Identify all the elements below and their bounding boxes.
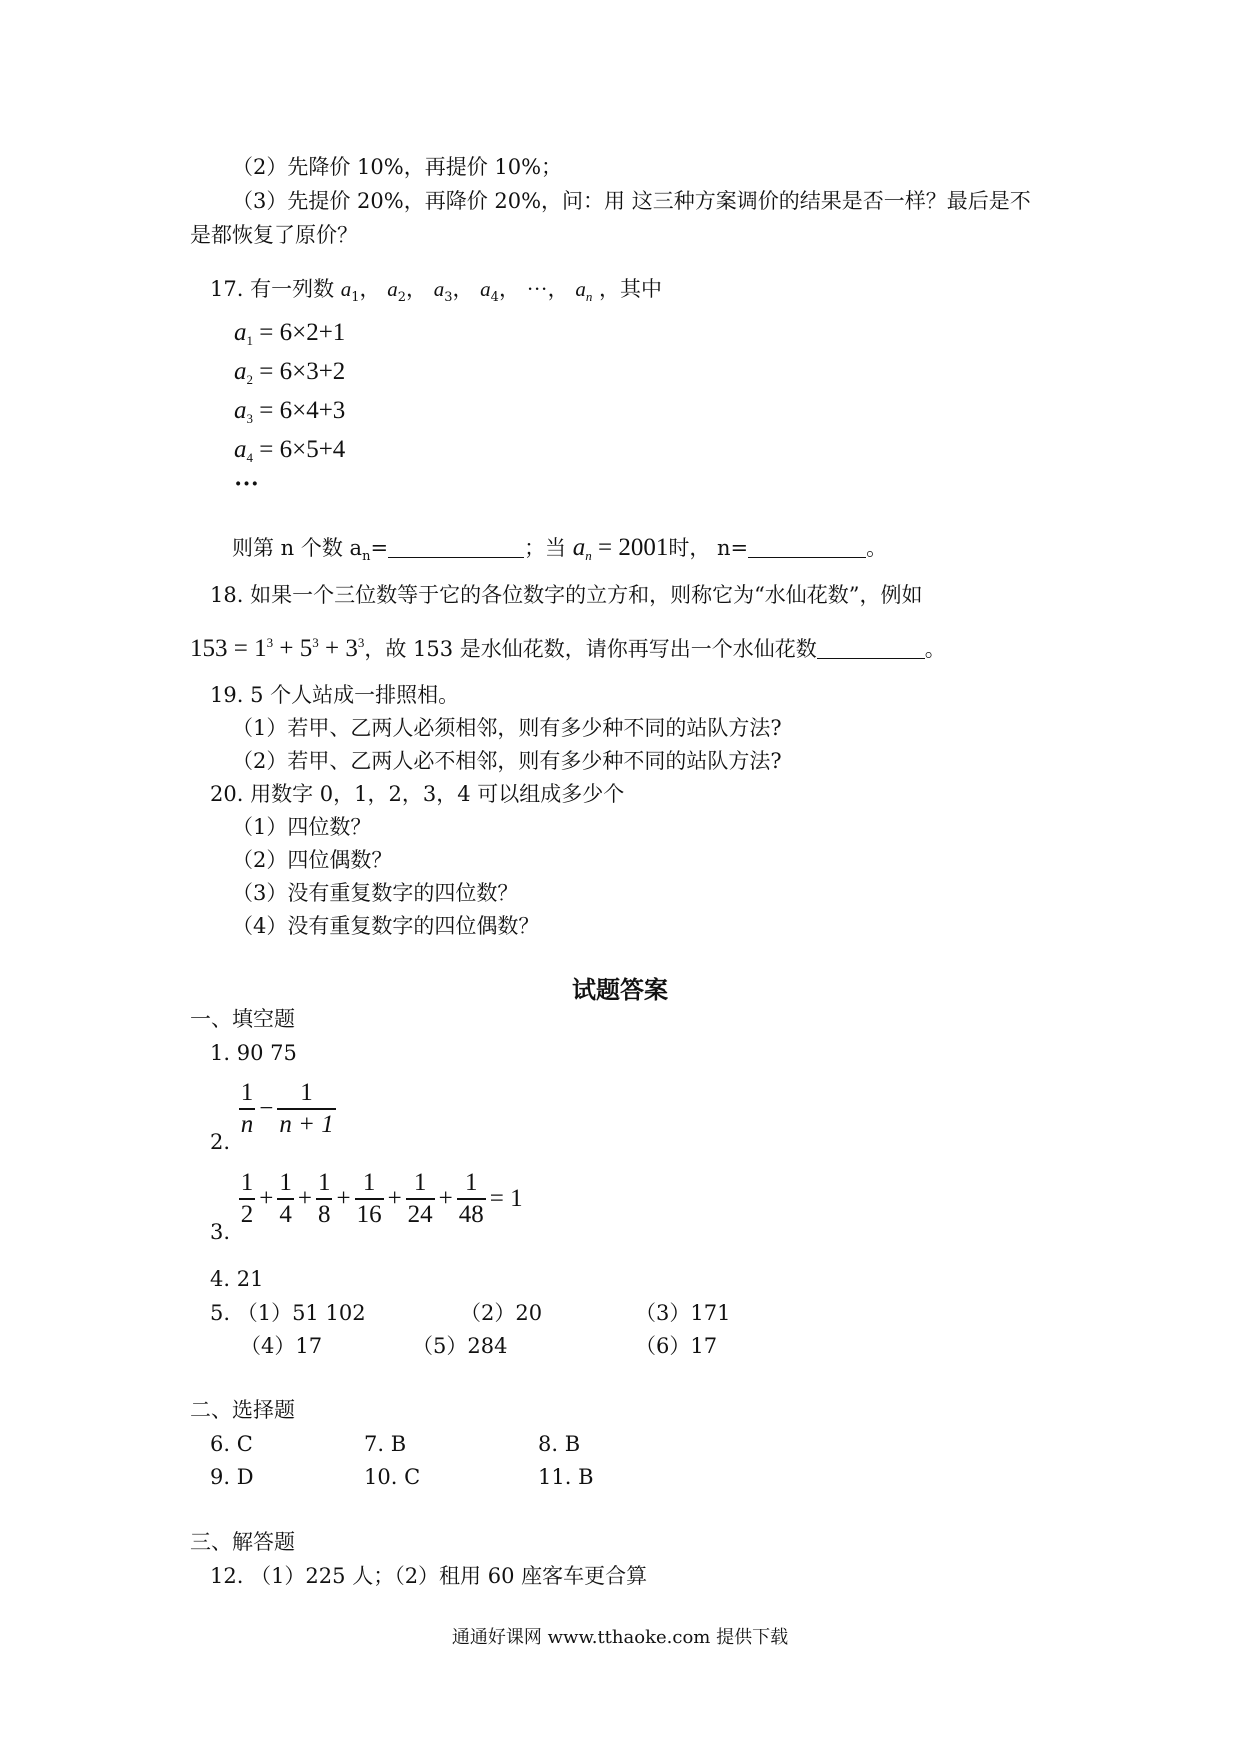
q17-question: 则第 n 个数 $a_n=$ ；当 $a_n = 2001$时， n= 。 [232, 534, 888, 564]
q17-ellipsis: ··· [234, 471, 260, 498]
answer-10: 10. C [364, 1465, 421, 1489]
answer-blank[interactable] [748, 537, 866, 558]
q20-stem: 20. 用数字 0，1，2，3，4 可以组成多少个 [210, 782, 625, 806]
q17-stem: 17. 有一列数 $a_1$， $a_2$， $a_3$， $a_4$， ···， $a_n$ ，其中 [210, 277, 662, 305]
answer-5-3: （3）171 [635, 1301, 731, 1325]
q16-option-3: （3）先提价 20%，再降价 20%，问：用 这三种方案调价的结果是否一样？最后是不 [232, 189, 1031, 213]
q17-stem-suffix: ，其中 [599, 277, 662, 301]
fraction: $\frac{1}{2}$ [240, 1169, 254, 1228]
q18-example: $153 = 1^3 + 5^3 + 3^3$，故 153 是水仙花数，请你再写出一个水仙花数 。 [190, 635, 946, 662]
answer-1: 1. 90 75 [210, 1041, 297, 1065]
answer-5-4: （4）17 [240, 1334, 323, 1358]
page-footer: 通通好课网 www.tthaoke.com 提供下载 [451, 1627, 789, 1648]
answer-2: 2. $\frac{1}{n}$ − $\frac{1}{n + 1}$ [210, 1079, 334, 1154]
answer-11: 11. B [538, 1465, 594, 1489]
fraction: $\frac{1}{48}$ [458, 1169, 484, 1228]
answer-8: 8. B [538, 1432, 581, 1456]
fraction: $\frac{1}{n}$ [240, 1079, 254, 1138]
q20-option-2: （2）四位偶数？ [232, 848, 393, 872]
q16-option-3-continued: 是都恢复了原价？ [190, 223, 358, 247]
fraction: $\frac{1}{4}$ [279, 1169, 292, 1228]
q16-option-2: （2）先降价 10%，再提价 10%； [232, 155, 563, 179]
section-choice: 二、选择题 [190, 1398, 295, 1422]
answer-7: 7. B [364, 1432, 407, 1456]
q17-row-2: $a_2 = 6\times 3+2$ [234, 358, 346, 387]
answer-5-1: 5. （1）51 102 [210, 1301, 366, 1325]
answer-9: 9. D [210, 1465, 254, 1489]
section-fill-in: 一、填空题 [190, 1007, 295, 1031]
answer-12: 12. （1）225 人；（2）租用 60 座客车更合算 [210, 1564, 648, 1588]
q19-stem: 19. 5 个人站成一排照相。 [210, 683, 460, 707]
fraction: $\frac{1}{n + 1}$ [279, 1079, 334, 1138]
q18-stem: 18. 如果一个三位数等于它的各位数字的立方和，则称它为“水仙花数”，例如 [210, 583, 923, 607]
answer-3: 3. $\frac{1}{2}$ + $\frac{1}{4}$ + $\frac{1}{8}$ + $\frac{1}{16}$ + $\frac{1}{24}$ + $\frac{1}{48}$ = 1 [210, 1169, 523, 1244]
q17-row-3: $a_3 = 6\times 4+3$ [234, 397, 346, 426]
answer-6: 6. C [210, 1432, 253, 1456]
q19-option-2: （2）若甲、乙两人必不相邻，则有多少种不同的站队方法? [232, 749, 782, 773]
answer-blank[interactable] [817, 638, 925, 659]
fraction: $\frac{1}{24}$ [407, 1169, 433, 1228]
q17-row-4: $a_4 = 6\times 5+4$ [234, 436, 346, 465]
answer-blank[interactable] [388, 537, 524, 558]
answer-5-5: （5）284 [412, 1334, 508, 1358]
q20-option-1: （1）四位数？ [232, 815, 372, 839]
q19-option-1: （1）若甲、乙两人必须相邻，则有多少种不同的站队方法? [232, 716, 782, 740]
answers-title: 试题答案 [572, 975, 668, 1004]
answer-5-6: （6）17 [635, 1334, 718, 1358]
q17-row-1: $a_1 = 6\times 2+1$ [234, 319, 346, 348]
q20-option-3: （3）没有重复数字的四位数？ [232, 881, 519, 905]
fraction: $\frac{1}{16}$ [356, 1169, 382, 1228]
section-solution: 三、解答题 [190, 1530, 295, 1554]
q17-stem-prefix: 17. 有一列数 [210, 277, 335, 301]
q20-option-4: （4）没有重复数字的四位偶数？ [232, 914, 540, 938]
answer-4: 4. 21 [210, 1267, 264, 1291]
answer-5-2: （2）20 [460, 1301, 543, 1325]
fraction: $\frac{1}{8}$ [317, 1169, 331, 1228]
